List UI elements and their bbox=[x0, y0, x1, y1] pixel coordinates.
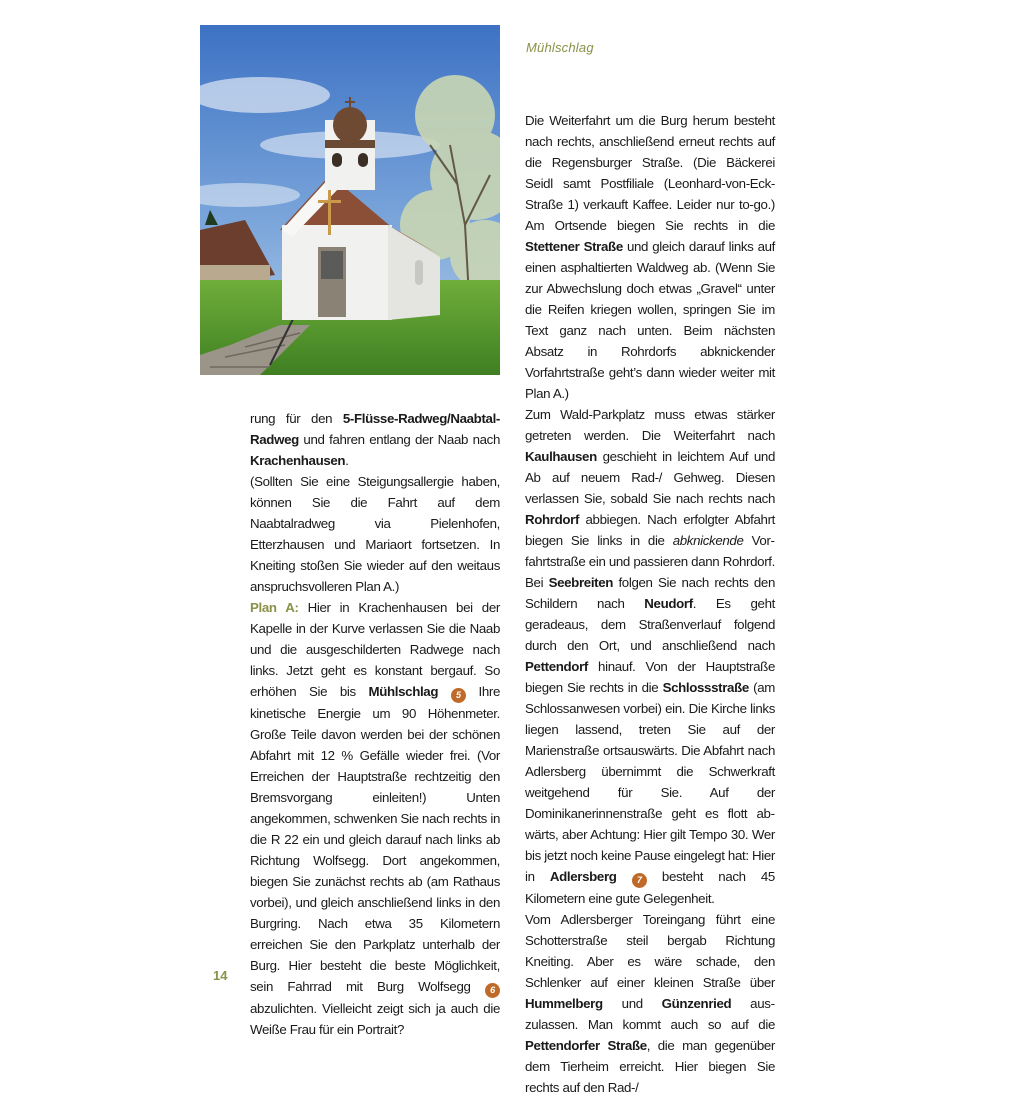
paragraph: rung für den 5-Flüsse-Radweg/Naabtal-Radweg und fahren entlang der Naab nach Krachenhausen. bbox=[250, 411, 500, 468]
waypoint-marker: 5 bbox=[451, 688, 466, 703]
paragraph: Die Weiterfahrt um die Burg herum besteht nach rechts, anschließend erneut rechts auf die Regensburger Straße. (Die Bäckerei Seidl samt Postfiliale (Leonhard-von-Eck-Straße 1) verkauft Kaffee. Leider nur to-go.) Am Ortsende biegen Sie rechts in die Stettener Straße und gleich darauf links auf einen asphaltierten Waldweg ab. (Wenn Sie zur Abwechslung doch etwas „Gravel“ unter die Reifen kriegen wollen, springen Sie im Text ganz nach unten. Beim nächsten Absatz in Rohrdorfs abknickender Vorfahrtstraße geht’s dann wieder weiter mit Plan A.) bbox=[525, 113, 775, 401]
paragraph: (Sollten Sie eine Steigungsallergie haben, können Sie die Fahrt auf dem Naabtalradweg via Pielenhofen, Etterzhausen und Mariaort fortsetzen. In Kneiting stoßen Sie wieder auf den weitaus anspruchsvolleren Plan A.) bbox=[250, 474, 500, 594]
left-text-column bbox=[250, 408, 500, 1040]
paragraph: Zum Wald-Parkplatz muss etwas stärker getreten werden. Die Weiterfahrt nach Kaulhausen geschieht in leichtem Auf und Ab auf neuem Rad-/ Gehweg. Diesen verlassen Sie, sobald Sie nach rechts nach Rohrdorf abbiegen. Nach erfolgter Abfahrt biegen Sie links in die abknickende Vorfahrtstraße ein und passieren dann Rohrdorf. Bei Seebreiten folgen Sie nach rechts den Schildern nach Neudorf. Es geht geradeaus, dem Straßenverlauf folgend durch den Ort, und anschließend nach Pettendorf hinauf. Von der Hauptstraße biegen Sie rechts in die Schlossstraße (am Schlossanwesen vorbei) ein. Die Kirche links liegen lassend, treten Sie auf der Marienstraße ortsauswärts. Die Abfahrt nach Adlersberg übernimmt die Schwerkraft weitgehend für Sie. Auf der Dominikanerinnenstraße geht es flott abwärts, aber Achtung: Hier gilt Tempo 30. Wer bis jetzt noch keine Pause eingelegt hat: Hier in Adlersberg 7 besteht nach 45 Kilometern eine gute Gelegenheit. bbox=[525, 407, 776, 906]
right-text-column bbox=[525, 110, 775, 1098]
paragraph: Vom Adlersberger Toreingang führt eine Schotterstraße steil bergab Richtung Kneiting. Aber es wäre schade, den Schlenker auf einer kleinen Straße über Hummelberg und Günzenried auszulassen. Man kommt auch so auf die Pettendorfer Straße, die man gegenüber dem Tierheim erreicht. Hier biegen Sie rechts auf den Rad-/ bbox=[525, 912, 776, 1095]
running-head: Mühlschlag bbox=[526, 40, 594, 55]
page-number: 14 bbox=[213, 968, 228, 983]
paragraph: Plan A: Hier in Krachenhausen bei der Kapelle in der Kurve verlassen Sie die Naab und die ausgeschilderten Radwege nach links. Jetzt geht es konstant bergauf. So erhöhen Sie bis Mühlschlag 5 Ihre kinetische Energie um 90 Höhenmeter. Große Teile davon werden bei der schönen Abfahrt mit 12 % Gefälle wieder frei. (Vor Erreichen der Hauptstraße rechtzeitig den Bremsvorgang einleiten!) Unten angekommen, schwenken Sie nach rechts in die R 22 ein und gleich darauf nach links ab Richtung Wolfsegg. Dort angekommen, biegen Sie zunächst rechts ab (am Rathaus vorbei), und gleich anschließend links in den Burgring. Nach etwa 35 Kilometern erreichen Sie den Parkplatz unterhalb der Burg. Hier besteht die beste Möglichkeit, sein Fahrrad mit Burg Wolfsegg 6 abzulichten. Vielleicht zeigt sich ja auch die Weiße Frau für ein Portrait? bbox=[250, 600, 500, 1037]
waypoint-marker: 6 bbox=[485, 983, 500, 998]
chapel-photo bbox=[200, 25, 500, 375]
plan-a-label: Plan A: bbox=[250, 600, 299, 615]
waypoint-marker: 7 bbox=[632, 873, 647, 888]
